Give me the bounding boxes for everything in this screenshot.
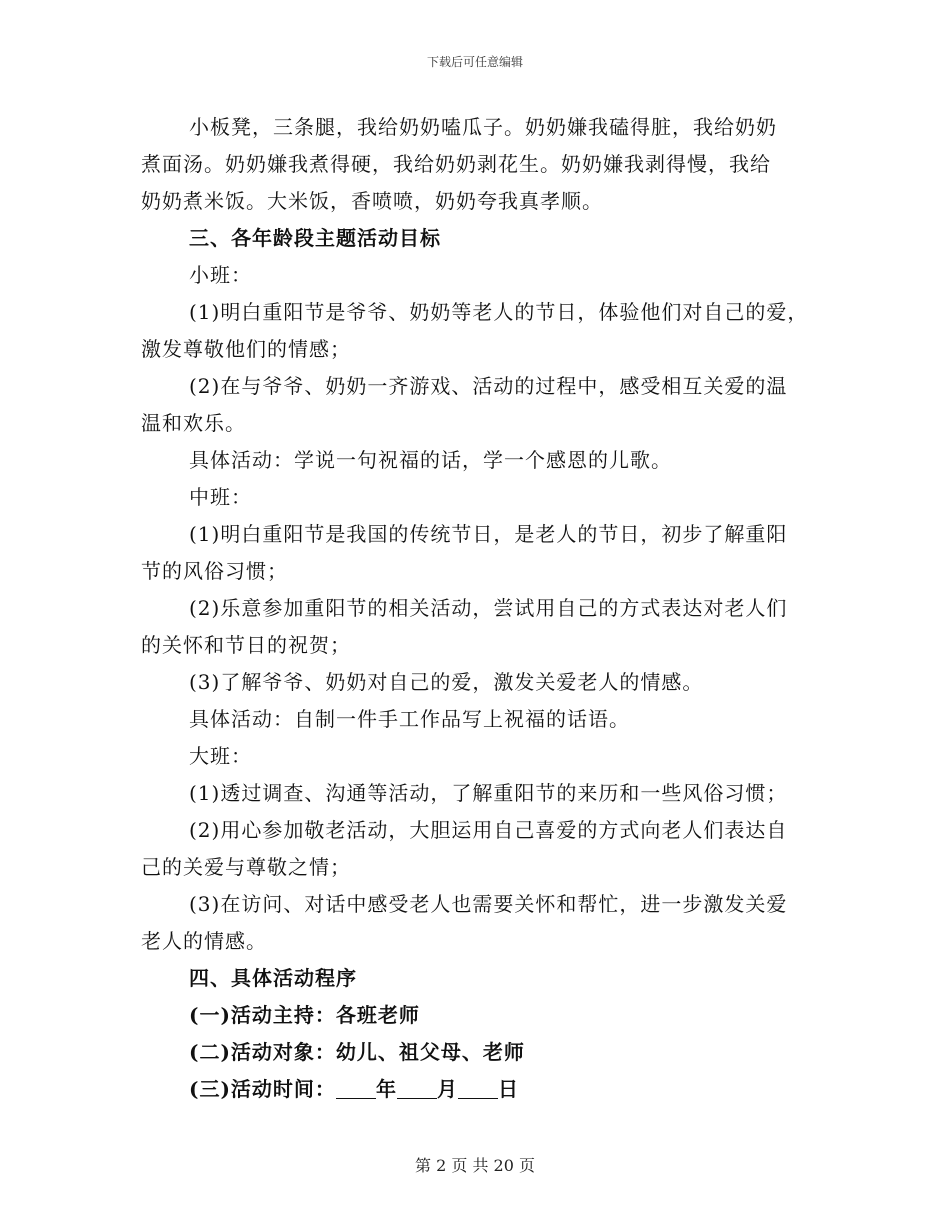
goal-item: (2)在与爷爷、奶奶一齐游戏、活动的过程中，感受相互关爱的温 (189, 374, 788, 398)
section-heading: 三、各年龄段主题活动目标 (189, 226, 441, 250)
time-label: (三)活动时间： (189, 1077, 336, 1101)
goal-item: (2)乐意参加重阳节的相关活动，尝试用自己的方式表达对老人们 (189, 596, 788, 620)
goal-item-continuation: 老人的情感。 (141, 929, 267, 953)
page-footer: 第 2 页 共 20 页 (415, 1156, 535, 1175)
day-blank (458, 1078, 498, 1099)
month-blank (397, 1078, 437, 1099)
class-label: 小班： (189, 263, 252, 287)
goal-item-continuation: 温和欢乐。 (141, 411, 246, 435)
activity-line: 具体活动：学说一句祝福的话，学一个感恩的儿歌。 (189, 448, 672, 472)
year-label: 年 (375, 1077, 397, 1101)
paragraph-line: 煮面汤。奶奶嫌我煮得硬，我给奶奶剥花生。奶奶嫌我剥得慢，我给 (141, 152, 771, 176)
page-header: 下载后可任意编辑 (426, 55, 523, 69)
section-heading: 四、具体活动程序 (189, 966, 357, 990)
goal-item-continuation: 己的关爱与尊敬之情； (141, 855, 351, 879)
goal-item: (3)了解爷爷、奶奶对自己的爱，激发关爱老人的情感。 (189, 670, 704, 694)
goal-item: (1)透过调查、沟通等活动，了解重阳节的来历和一些风俗习惯； (189, 781, 788, 805)
year-blank (336, 1078, 376, 1099)
goal-item: (3)在访问、对话中感受老人也需要关怀和帮忙，进一步激发关爱 (189, 892, 788, 916)
document-body (141, 109, 811, 1108)
paragraph-line: 奶奶煮米饭。大米饭，香喷喷，奶奶夸我真孝顺。 (141, 189, 603, 213)
goal-item: (2)用心参加敬老活动，大胆运用自己喜爱的方式向老人们表达自 (189, 818, 788, 842)
procedure-item: (二)活动对象：幼儿、祖父母、老师 (189, 1040, 525, 1064)
goal-item: (1)明白重阳节是爷爷、奶奶等老人的节日，体验他们对自己的爱， (189, 300, 809, 324)
paragraph-line: 小板凳，三条腿，我给奶奶嗑瓜子。奶奶嫌我磕得脏，我给奶奶 (189, 115, 777, 139)
day-label: 日 (497, 1077, 519, 1101)
class-label: 中班： (189, 485, 252, 509)
activity-line: 具体活动：自制一件手工作品写上祝福的话语。 (189, 707, 630, 731)
procedure-time-item (141, 1071, 811, 1108)
procedure-item: (一)活动主持：各班老师 (189, 1003, 420, 1027)
goal-item-continuation: 节的风俗习惯； (141, 559, 288, 583)
goal-item: (1)明白重阳节是我国的传统节日，是老人的节日，初步了解重阳 (189, 522, 788, 546)
goal-item-continuation: 的关怀和节日的祝贺； (141, 633, 351, 657)
month-label: 月 (436, 1077, 458, 1101)
goal-item-continuation: 激发尊敬他们的情感； (141, 337, 351, 361)
class-label: 大班： (189, 744, 252, 768)
